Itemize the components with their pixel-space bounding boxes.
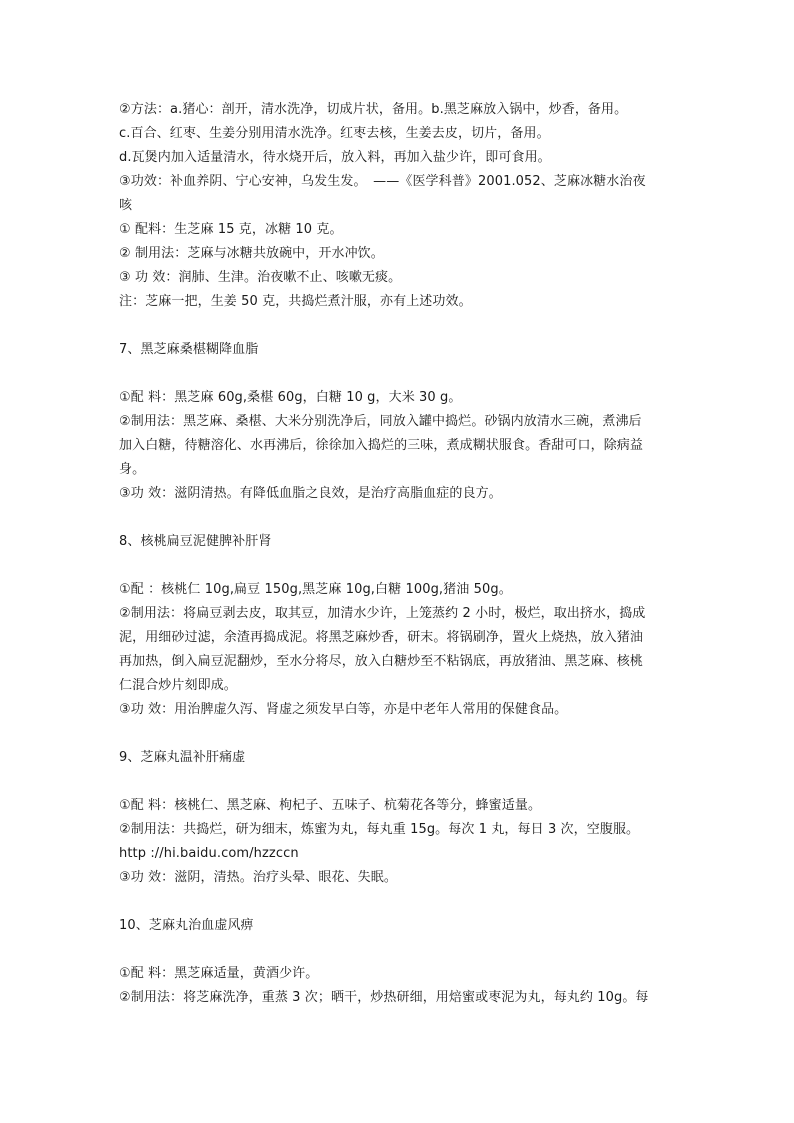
section-heading: 10、芝麻丸治血虚风痹 bbox=[119, 918, 254, 933]
section-heading: 8、核桃扁豆泥健脾补肝肾 bbox=[119, 534, 272, 549]
paragraph-gap bbox=[119, 362, 684, 386]
section-heading: 9、芝麻丸温补肝痛虚 bbox=[119, 750, 246, 765]
text-line: 咳 bbox=[119, 198, 133, 213]
text-line: ②制用法：黑芝麻、桑椹、大米分别洗净后，同放入罐中捣烂。砂锅内放清水三碗，煮沸后 bbox=[119, 414, 642, 429]
text-line: 注：芝麻一把，生姜 50 克，共捣烂煮汁服，亦有上述功效。 bbox=[119, 294, 472, 309]
paragraph-gap bbox=[119, 770, 684, 794]
text-line: ①配 料：黑芝麻 60g,桑椹 60g，白糖 10 g，大米 30 g。 bbox=[119, 390, 462, 405]
text-line: ②方法：a.猪心：剖开，清水洗净，切成片状，备用。b.黑芝麻放入锅中，炒香，备用。 bbox=[119, 102, 628, 117]
text-line: ③功 效：用治脾虚久泻、肾虚之须发早白等，亦是中老年人常用的保健食品。 bbox=[119, 702, 568, 717]
text-line: c.百合、红枣、生姜分别用清水洗净。红枣去核，生姜去皮，切片，备用。 bbox=[119, 126, 550, 141]
text-line: ②制用法：将扁豆剥去皮，取其豆，加清水少许，上笼蒸约 2 小时，极烂，取出挤水，捣成 bbox=[119, 606, 646, 621]
text-line: d.瓦煲内加入适量清水，待水烧开后，放入料，再加入盐少许，即可食用。 bbox=[119, 150, 551, 165]
text-line: ①配 ：核桃仁 10g,扁豆 150g,黑芝麻 10g,白糖 100g,猪油 50g。 bbox=[119, 582, 512, 597]
text-line: 加入白糖，待糖溶化、水再沸后，徐徐加入捣烂的三味，煮成糊状服食。香甜可口，除病益 bbox=[119, 438, 644, 453]
paragraph-gap bbox=[119, 722, 684, 746]
text-line: ① 配料：生芝麻 15 克，冰糖 10 克。 bbox=[119, 222, 343, 237]
section-heading: 7、黑芝麻桑椹糊降血脂 bbox=[119, 342, 259, 357]
text-line: 泥，用细砂过滤，余渣再捣成泥。将黑芝麻炒香，研末。将锅刷净，置火上烧热，放入猪油 bbox=[119, 630, 644, 645]
url-text: http ://hi.baidu.com/hzzccn bbox=[119, 846, 299, 861]
text-line: ③功 效：滋阴，清热。治疗头晕、眼花、失眠。 bbox=[119, 870, 397, 885]
text-line: 身。 bbox=[119, 462, 146, 477]
paragraph-gap bbox=[119, 554, 684, 578]
text-line: ② 制用法：芝麻与冰糖共放碗中，开水冲饮。 bbox=[119, 246, 384, 261]
paragraph-gap bbox=[119, 890, 684, 914]
text-line: ②制用法：共捣烂，研为细末，炼蜜为丸，每丸重 15g。每次 1 丸，每日 3 次，空腹服。 bbox=[119, 822, 640, 837]
text-line: ③ 功 效：润肺、生津。治夜嗽不止、咳嗽无痰。 bbox=[119, 270, 402, 285]
paragraph-gap bbox=[119, 314, 684, 338]
text-line: ①配 料：黑芝麻适量，黄酒少许。 bbox=[119, 966, 319, 981]
text-line: ①配 料：核桃仁、黑芝麻、枸杞子、五味子、杭菊花各等分，蜂蜜适量。 bbox=[119, 798, 542, 813]
document-body bbox=[119, 98, 684, 1010]
text-line: ③功 效：滋阴清热。有降低血脂之良效，是治疗高脂血症的良方。 bbox=[119, 486, 502, 501]
paragraph-gap bbox=[119, 938, 684, 962]
text-line: ③功效：补血养阴、宁心安神，乌发生发。 ——《医学科普》2001.052、芝麻冰糖水治夜 bbox=[119, 174, 646, 189]
paragraph-gap bbox=[119, 506, 684, 530]
text-line: ②制用法：将芝麻洗净，重蒸 3 次；晒干，炒热研细，用焙蜜或枣泥为丸，每丸约 10g。每 bbox=[119, 990, 649, 1005]
text-line: 再加热，倒入扁豆泥翻炒，至水分将尽，放入白糖炒至不粘锅底，再放猪油、黑芝麻、核桃 bbox=[119, 654, 644, 669]
text-line: 仁混合炒片刻即成。 bbox=[119, 678, 237, 693]
